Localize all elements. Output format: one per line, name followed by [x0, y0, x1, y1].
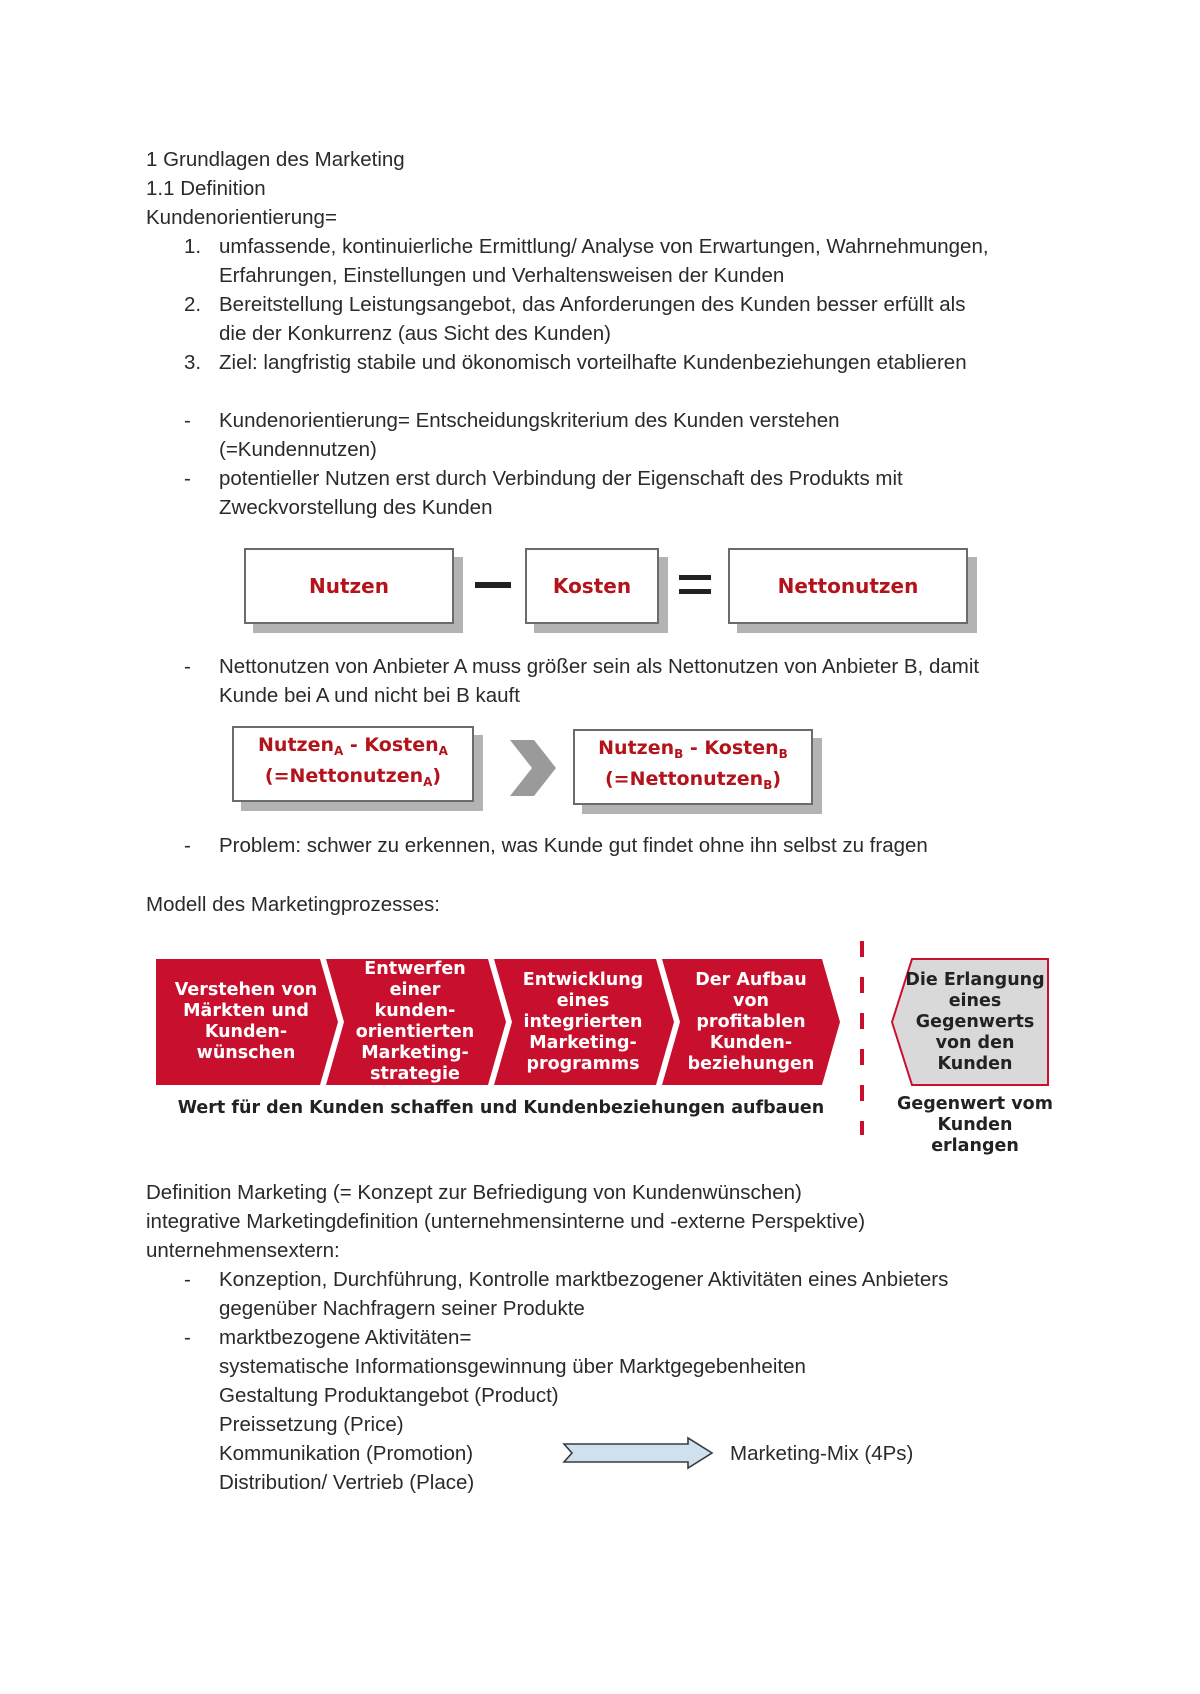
anbieter-b-line2: (=Nettonutzen$_B$) [604, 768, 782, 792]
bullet-text: Problem: schwer zu erkennen, was Kunde gut findet ohne ihn selbst zu fragen [219, 834, 928, 857]
kundenorientierung-label: Kundenorientierung= [146, 206, 337, 229]
bullet-text: Kommunikation (Promotion) [219, 1442, 474, 1465]
bullet-dash: - [184, 1268, 191, 1291]
bullet-text: Gestaltung Produktangebot (Product) [219, 1384, 559, 1407]
nutzen-box: Nutzen [244, 548, 454, 624]
anbieter-a-line1: Nutzen$_A$ - Kosten$_A$ [258, 734, 448, 758]
anbieter-b-line1: Nutzen$_B$ - Kosten$_B$ [598, 737, 788, 761]
bullet-text: Nettonutzen von Anbieter A muss größer sein als Nettonutzen von Anbieter B, damit [219, 655, 980, 678]
nettonutzen-box: Nettonutzen [728, 548, 968, 624]
kosten-box: Kosten [525, 548, 659, 624]
bullet-text: Preissetzung (Price) [219, 1413, 404, 1436]
list-item-text: Ziel: langfristig stabile und ökonomisch vorteilhafte Kundenbeziehungen etablieren [219, 351, 967, 374]
process-final-label: Die Erlangung eines Gegenwerts von den Kunden [905, 969, 1045, 1074]
marketing-mix-label: Marketing-Mix (4Ps) [730, 1442, 914, 1465]
anbieter-a-box [232, 726, 474, 802]
bullet-text: Zweckvorstellung des Kunden [219, 496, 493, 519]
bullet-text: Kundenorientierung= Entscheidungskriterium des Kunden verstehen [219, 409, 840, 432]
chapter-heading: 1 Grundlagen des Marketing [146, 148, 405, 171]
list-item-text: die der Konkurrenz (aus Sicht des Kunden) [219, 322, 612, 345]
definition-line: Definition Marketing (= Konzept zur Befriedigung von Kundenwünschen) [146, 1181, 802, 1204]
process-caption-right: Gegenwert vom Kunden erlangen [897, 1094, 1053, 1156]
definition-line: unternehmensextern: [146, 1239, 340, 1262]
bullet-text: Distribution/ Vertrieb (Place) [219, 1471, 475, 1494]
list-number: 1. [184, 235, 202, 258]
right-arrow-icon [562, 1436, 714, 1470]
process-step-2-label: Entwerfen einer kunden- orientierten Marketing- strategie [355, 959, 475, 1084]
equals-sign-top [679, 575, 711, 580]
bullet-text: Kunde bei A und nicht bei B kauft [219, 684, 520, 707]
list-item-text: Erfahrungen, Einstellungen und Verhaltensweisen der Kunden [219, 264, 785, 287]
list-number: 3. [184, 351, 202, 374]
bullet-text: (=Kundennutzen) [219, 438, 377, 461]
greater-than-chevron-icon [508, 738, 558, 798]
bullet-dash: - [184, 834, 191, 857]
anbieter-a-line2: (=Nettonutzen$_A$) [264, 765, 442, 789]
minus-sign [475, 582, 511, 588]
list-item-text: Bereitstellung Leistungsangebot, das Anforderungen des Kunden besser erfüllt als [219, 293, 966, 316]
bullet-dash: - [184, 1326, 191, 1349]
list-item-text: umfassende, kontinuierliche Ermittlung/ Analyse von Erwartungen, Wahrnehmungen, [219, 235, 989, 258]
bullet-text: gegenüber Nachfragern seiner Produkte [219, 1297, 585, 1320]
bullet-text: potentieller Nutzen erst durch Verbindung der Eigenschaft des Produkts mit [219, 467, 903, 490]
equals-sign-bottom [679, 589, 711, 594]
process-step-3-label: Entwicklung eines integrierten Marketing- programms [522, 969, 644, 1074]
bullet-text: systematische Informationsgewinnung über Marktgegebenheiten [219, 1355, 806, 1378]
process-step-1-label: Verstehen von Märkten und Kunden- wünschen [174, 980, 318, 1063]
process-caption-left: Wert für den Kunden schaffen und Kundenbeziehungen aufbauen [177, 1098, 825, 1118]
bullet-dash: - [184, 467, 191, 490]
process-step-4-label: Der Aufbau von profitablen Kunden- beziehungen [687, 969, 815, 1074]
bullet-text: Konzeption, Durchführung, Kontrolle marktbezogener Aktivitäten eines Anbieters [219, 1268, 949, 1291]
bullet-text: marktbezogene Aktivitäten= [219, 1326, 472, 1349]
model-label: Modell des Marketingprozesses: [146, 893, 440, 916]
bullet-dash: - [184, 655, 191, 678]
bullet-dash: - [184, 409, 191, 432]
anbieter-b-box [573, 729, 813, 805]
definition-line: integrative Marketingdefinition (unternehmensinterne und -externe Perspektive) [146, 1210, 866, 1233]
list-number: 2. [184, 293, 202, 316]
section-heading: 1.1 Definition [146, 177, 266, 200]
